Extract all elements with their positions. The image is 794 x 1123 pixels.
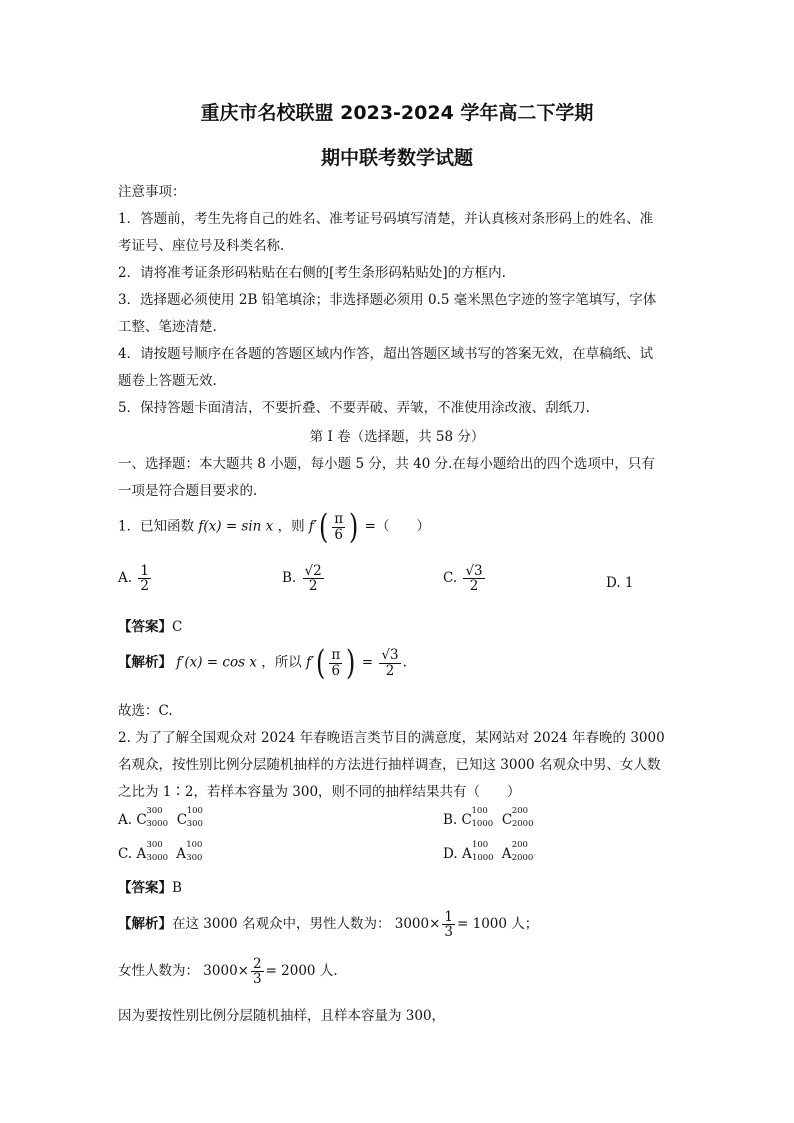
q1-option-a: A. $\frac{1}{2}$ [118,563,149,595]
combination-symbol: C 100 300 [176,806,203,829]
analysis-result-frac: $\frac{√3}{2}$ [381,647,399,679]
q1-derivative: f′(x) = cos x [176,654,257,671]
arrangement-symbol: A 200 2000 [501,840,534,863]
one-third-frac: $\frac{1}{3}$ [444,909,454,941]
exam-title-line1: 重庆市名校联盟 2023-2024 学年高二下学期 [200,102,594,124]
q2-answer [118,876,182,896]
arrangement-symbol: A 100 300 [176,840,203,863]
section-intro-b: 一项是符合题目要求的. [118,483,258,499]
right-paren: ) [349,507,359,547]
q2-stem-b: 名观众，按性别比例分层随机抽样的方法进行抽样调查，已知这 3000 名观众中男、女人数 [118,757,661,773]
left-paren: ( [316,643,326,683]
q1-option-c-frac: $\frac{√3}{2}$ [465,563,483,595]
q2-stem-a: 2. 为了了解全国观众对 2024 年春晚语言类节目的满意度，某网站对 2024 年春晚的 3000 [118,730,665,746]
q1-prefix: 1．已知函数 [118,518,195,535]
answer-value: B [172,880,182,896]
notice-item-2: 2．请将准考证条形码粘贴在右侧的[考生条形码粘贴处]的方框内. [118,265,506,281]
q1-option-d: D. 1 [606,575,634,591]
notice-item-1a: 1．答题前，考生先将自己的姓名、准考证号码填写清楚，并认真核对条形码上的姓名、准 [118,211,654,227]
answer-tag: 【答案】 [118,880,172,896]
arrangement-symbol: A 300 3000 [136,840,169,863]
answer-value: C [172,619,183,635]
combination-symbol: C 300 3000 [136,806,168,829]
q2-option-a: A. C 300 3000 C 100 300 [118,812,217,828]
q2-stem-c: 之比为 1∶2，若样本容量为 300，则不同的抽样结果共有（ ） [118,784,521,800]
q1-function: f(x) = sin x [198,518,274,535]
q1-option-b: B. $\frac{√2}{2}$ [282,563,322,595]
analysis-pi-over-6: $\frac{\pi}{6}$ [331,647,341,679]
two-thirds-frac: $\frac{2}{3}$ [252,956,262,988]
notice-item-1b: 考证号、座位号及科类名称. [118,238,285,254]
q1-mid: ，则 [277,518,305,535]
arrangement-symbol: A 100 1000 [461,840,494,863]
analysis-tag: 【解析】 [118,654,172,671]
q2-analysis-last: 因为要按性别比例分层随机抽样，且样本容量为 300， [118,1008,446,1024]
section-title: 第 I 卷（选择题，共 58 分） [309,429,485,445]
combination-symbol: C 200 2000 [501,806,534,829]
analysis-tag: 【解析】 [118,916,172,933]
notice-item-4a: 4．请按题号顺序在各题的答题区域内作答，超出答题区域书写的答案无效，在草稿纸、试 [118,346,654,362]
exam-title-line2: 期中联考数学试题 [320,147,473,169]
q2-analysis-female: 女性人数为： 3000× $\frac{2}{3}$ = 2000 人. [118,956,338,988]
q2-option-b: B. C 100 1000 C 200 2000 [443,812,542,828]
q1-fprime: f′ [308,518,317,535]
section-intro-a: 一、选择题：本大题共 8 小题，每小题 5 分，共 40 分.在每小题给出的四个选项中，只有 [118,456,655,472]
q1-option-c: C. $\frac{√3}{2}$ [443,563,483,595]
right-paren: ) [346,643,356,683]
notice-item-5: 5．保持答题卡面清洁，不要折叠、不要弄破、弄皱，不准使用涂改液、刮纸刀. [118,400,590,416]
q1-pi-over-6: $\frac{\pi}{6}$ [334,511,344,543]
q1-analysis: 【解析】 f′(x) = cos x ，所以 f′( $\frac{\pi}{6}$ ) = $\frac{√3}{2}$ . [118,643,407,683]
combination-symbol: C 100 1000 [461,806,494,829]
notice-item-4b: 题卷上答题无效. [118,373,217,389]
q1-blank: =（ ） [364,518,430,535]
q1-conclusion: 故选：C. [118,703,173,719]
q2-option-c: C. A 300 3000 A 100 300 [118,846,216,862]
q1-answer [118,615,182,635]
q1-stem [118,507,430,547]
left-paren: ( [318,507,329,547]
q2-option-d: D. A 100 1000 A 200 2000 [443,846,541,862]
q2-analysis-male: 【解析】在这 3000 名观众中，男性人数为： 3000× $\frac{1}{3}$ = 1000 人； [118,909,539,941]
q1-option-a-frac: $\frac{1}{2}$ [140,563,149,595]
notice-heading: 注意事项： [118,184,186,200]
notice-item-3a: 3．选择题必须使用 2B 铅笔填涂；非选择题必须用 0.5 毫米黑色字迹的签字笔填写，字体 [118,292,657,308]
answer-tag: 【答案】 [118,619,172,635]
q1-option-b-frac: $\frac{√2}{2}$ [304,563,322,595]
notice-item-3b: 工整、笔迹清楚. [118,319,217,335]
